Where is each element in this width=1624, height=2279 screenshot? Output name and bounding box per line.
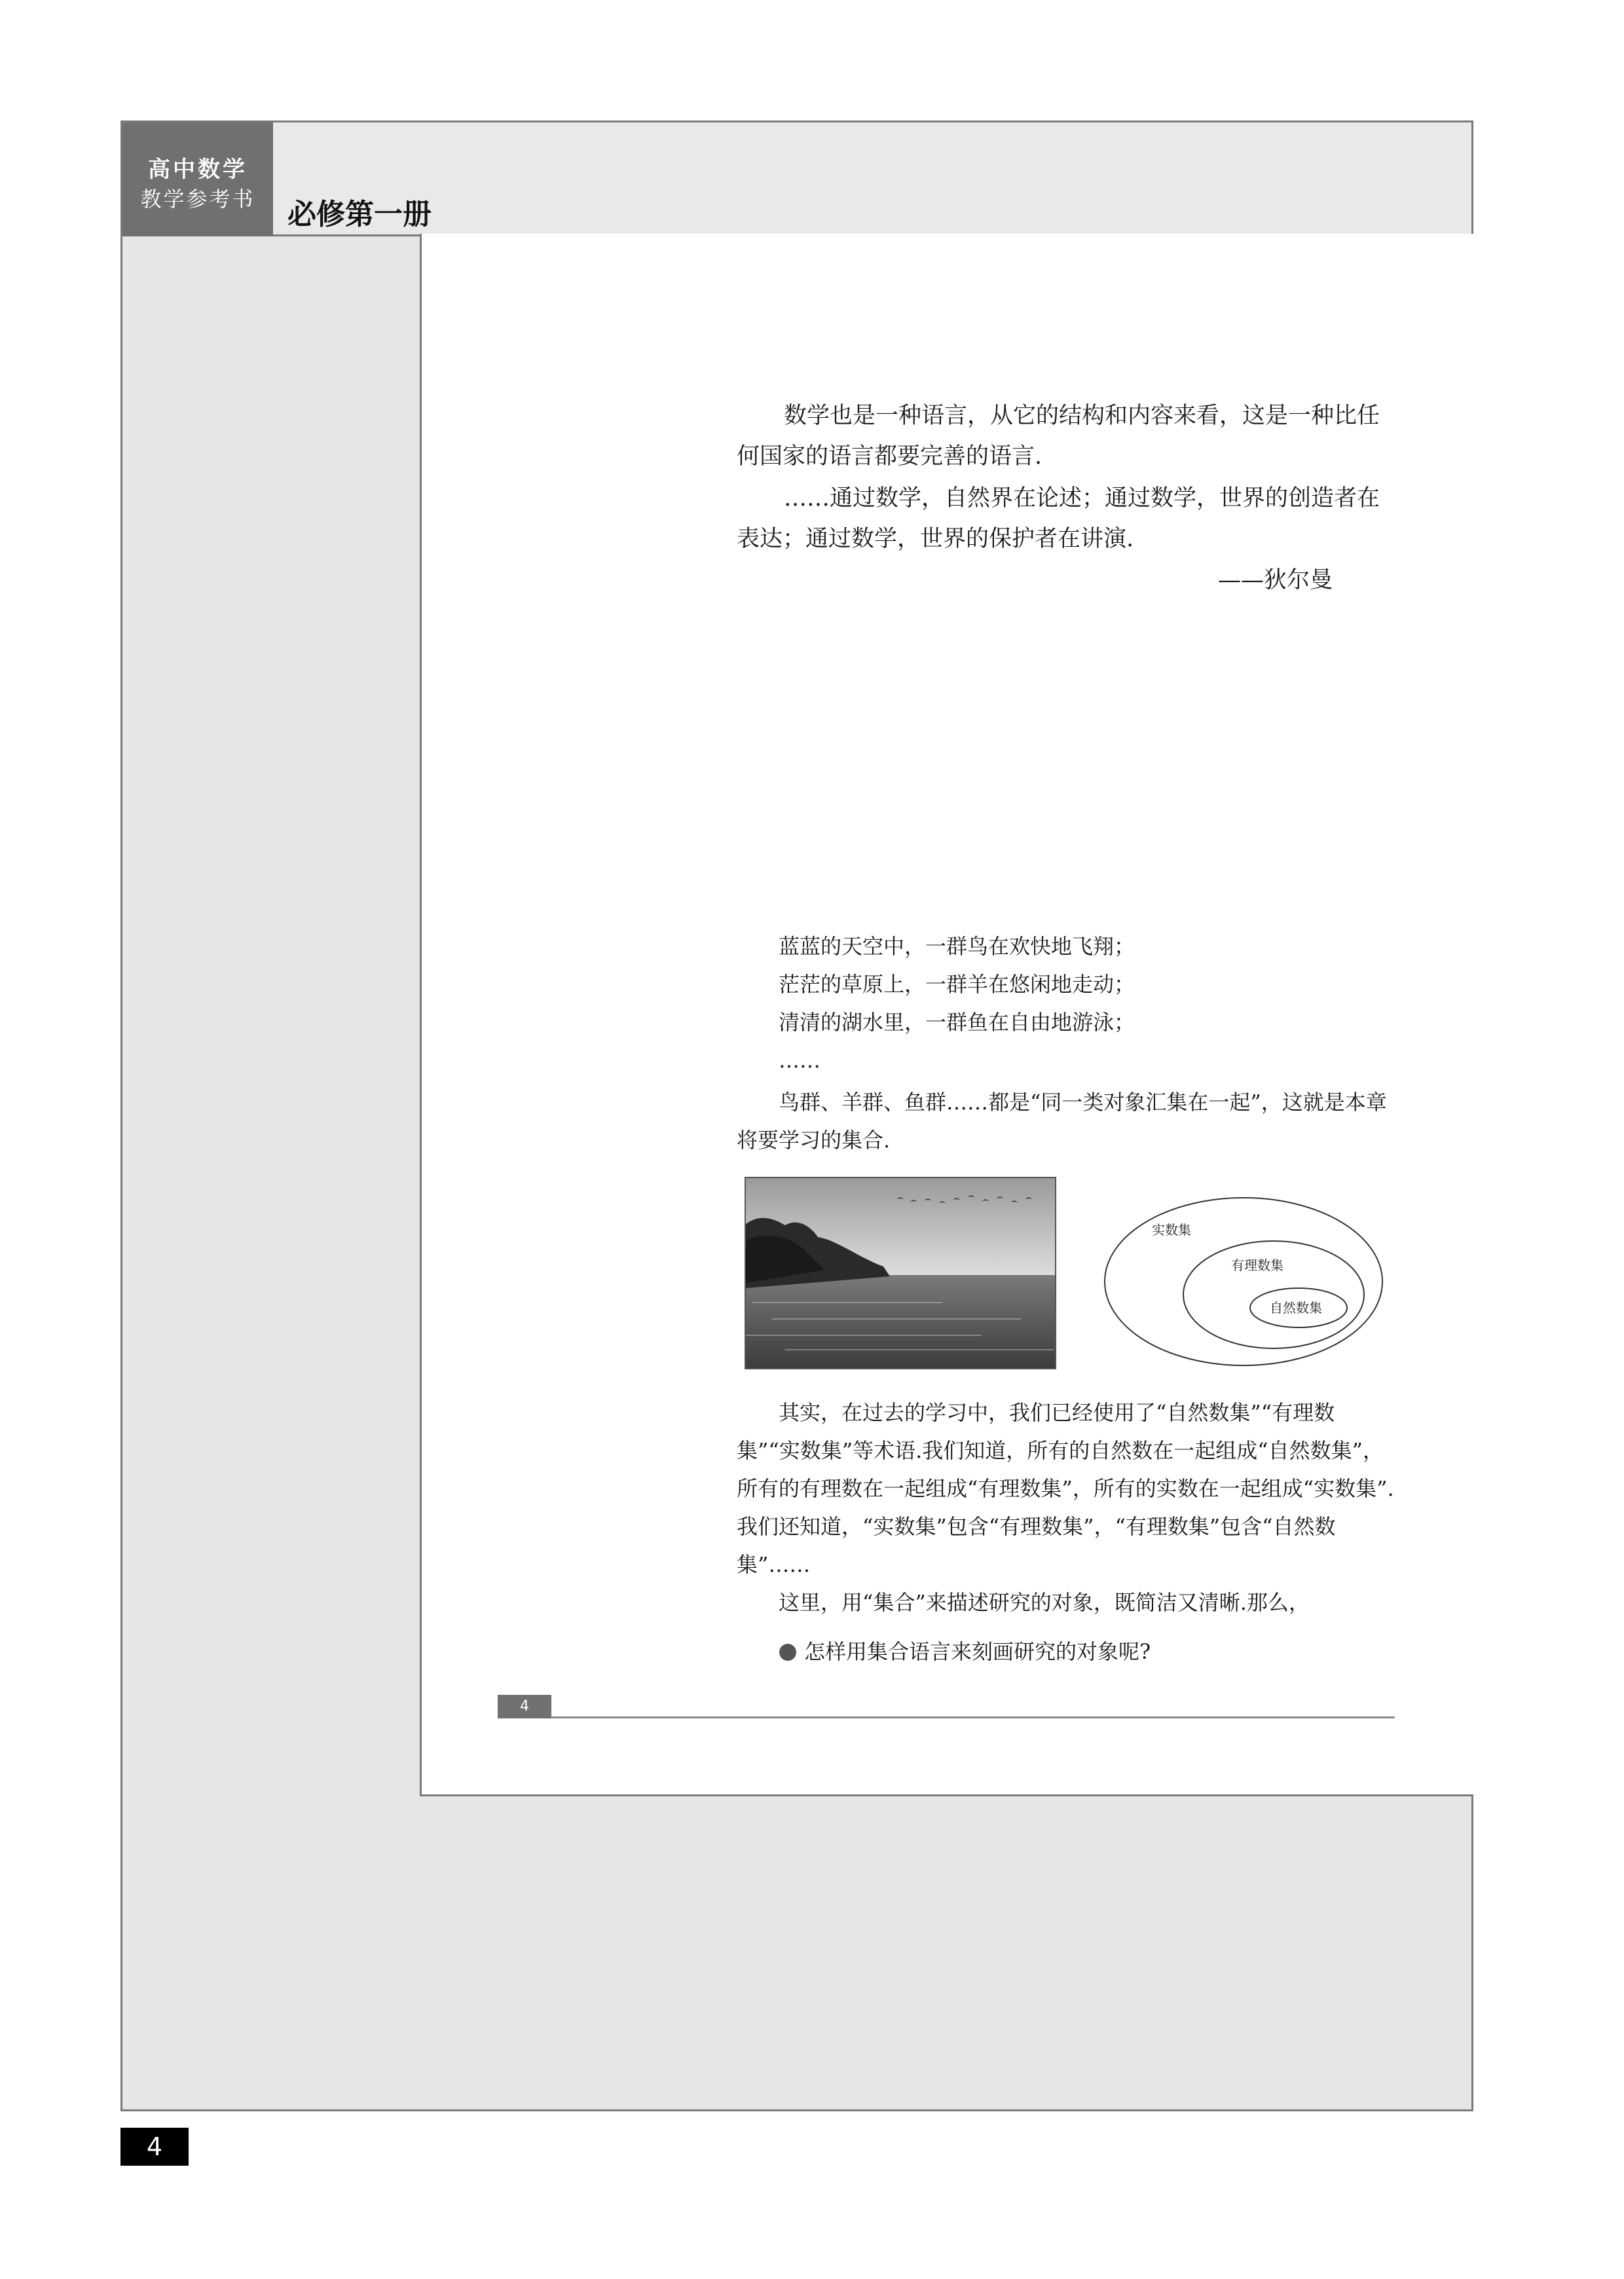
book-title: 必修第一册 [287, 198, 432, 231]
question-text: 怎样用集合语言来刻画研究的对象呢? [804, 1639, 1151, 1664]
bullet-icon [779, 1644, 796, 1661]
series-badge [122, 122, 273, 236]
series-subtitle: 教学参考书 [140, 187, 255, 212]
body-paragraph-2: 这里，用“集合”来描述研究的对象，既简洁又清晰.那么， [779, 1590, 1310, 1615]
footer-rule [551, 1716, 1395, 1718]
intro-text [737, 927, 1395, 1159]
inner-page-number: 4 [498, 1695, 551, 1718]
series-name: 高中数学 [148, 157, 248, 183]
header-band [122, 122, 1471, 236]
real-numbers-ellipse [1105, 1198, 1382, 1365]
guiding-question [779, 1635, 1151, 1668]
intro-line-fish: 清清的湖水里，一群鱼在自由地游泳； [779, 1010, 1135, 1035]
lake-birds-photo [745, 1177, 1056, 1369]
page-number: 4 [120, 2128, 189, 2166]
number-sets-venn-diagram [1097, 1187, 1392, 1377]
body-text [737, 1394, 1395, 1621]
intro-line-ellipsis: …… [779, 1048, 821, 1073]
inner-page-footer [498, 1695, 1395, 1721]
rational-numbers-label: 有理数集 [1231, 1257, 1283, 1273]
intro-line-sheep: 茫茫的草原上，一群羊在悠闲地走动； [779, 972, 1135, 997]
quote-attribution: ——狄尔曼 [1218, 567, 1333, 593]
quote-paragraph-2: ……通过数学，自然界在论述；通过数学，世界的创造者在表达；通过数学，世界的保护者在讲演. [737, 485, 1380, 552]
body-paragraph-1: 其实，在过去的学习中，我们已经使用了“自然数集”“有理数集”“实数集”等术语.我们知道，所有的自然数在一起组成“自然数集”，所有的有理数在一起组成“有理数集”，所有的实数在一起组成“实数集”.我们还知道，“实数集”包含“有理数集”，“有理数集”包含“自然数集”…… [737, 1400, 1394, 1577]
intro-line-birds: 蓝蓝的天空中，一群鸟在欢快地飞翔； [779, 934, 1135, 959]
natural-numbers-label: 自然数集 [1270, 1300, 1322, 1316]
real-numbers-label: 实数集 [1152, 1222, 1191, 1238]
intro-paragraph: 鸟群、羊群、鱼群……都是“同一类对象汇集在一起”，这就是本章将要学习的集合. [737, 1090, 1387, 1153]
quote-paragraph-1: 数学也是一种语言，从它的结构和内容来看，这是一种比任何国家的语言都要完善的语言. [737, 403, 1380, 470]
